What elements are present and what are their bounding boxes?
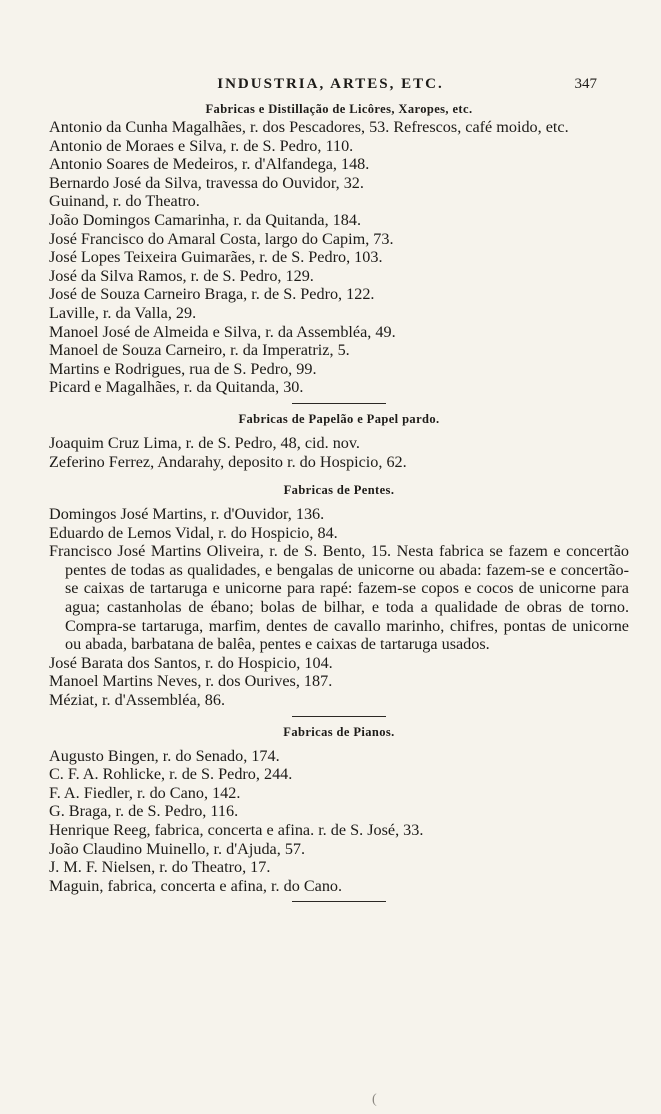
list-entry: Laville, r. da Valla, 29. [49,303,197,322]
section-licores [49,100,629,397]
list-entry: Manoel Martins Neves, r. dos Ourives, 187. [49,672,333,691]
list-entry: Henrique Reeg, fabrica, concerta e afina. r. de S. José, 33. [49,821,424,839]
page-number: 347 [574,76,597,92]
list-entry: Guinand, r. do Theatro. [49,192,200,211]
list-entry: Antonio Soares de Medeiros, r. d'Alfandega, 148. [49,155,370,174]
list-entry: F. A. Fiedler, r. do Cano, 142. [49,783,241,802]
section-papelao [49,410,629,471]
list-entry: Manoel de Souza Carneiro, r. da Imperatriz, 5. [49,341,350,360]
list-entry: Antonio de Moraes e Silva, r. de S. Pedro, 110. [49,136,354,155]
list-entry: Joaquim Cruz Lima, r. de S. Pedro, 48, cid. nov. [49,433,360,452]
list-entry: Zeferino Ferrez, Andarahy, deposito r. do Hospicio, 62. [49,452,407,471]
list-entry: Méziat, r. d'Assembléa, 86. [49,691,225,710]
list-entry: Domingos José Martins, r. d'Ouvidor, 136. [49,505,325,524]
running-title: INDUSTRIA, ARTES, ETC. [217,76,444,92]
list-entry: Manoel José de Almeida e Silva, r. da Assembléa, 49. [49,322,396,341]
list-entry: José Barata dos Santos, r. do Hospicio, 104. [49,653,333,672]
list-entry: Eduardo de Lemos Vidal, r. do Hospicio, 84. [49,523,338,542]
list-entry: Francisco José Martins Oliveira, r. de S. Bento, 15. Nesta fabrica se fazem e concertão pentes de todas as qualidades, e bengalas de unicorne ou abada: fazem-se e concertão-se caixas de tartaruga e unicorne para rapé: fazem-se copos e cocos de unicorne para agua; castanholas de ébano; bolas de bilhar, e toda a qualidade de obras de torno. Compra-se tartaruga, marfim, dentes de cavallo marinho, chifres, pontas de unicorne ou abada, barbatana de balêa, pentes e caixas de tartaruga usados. [49,542,629,654]
list-entry: José Francisco do Amaral Costa, largo do Capim, 73. [49,229,394,248]
list-entry: Bernardo José da Silva, travessa do Ouvidor, 32. [49,173,364,192]
section-pentes [49,481,629,710]
list-entry: Maguin, fabrica, concerta e afina, r. do Cano. [49,876,343,895]
section-heading: Fabricas de Pianos. [283,724,395,739]
list-entry: João Claudino Muinello, r. d'Ajuda, 57. [49,839,306,858]
list-entry: Augusto Bingen, r. do Senado, 174. [49,746,280,765]
section-heading: Fabricas de Pentes. [283,483,395,498]
section-heading: Fabricas e Distillação de Licôres, Xaropes, etc. [205,102,473,116]
list-entry: Picard e Magalhães, r. da Quitanda, 30. [49,378,304,397]
list-entry: Martins e Rodrigues, rua de S. Pedro, 99. [49,359,317,378]
list-entry: J. M. F. Nielsen, r. do Theatro, 17. [49,858,271,877]
list-entry: José Lopes Teixeira Guimarães, r. de S. Pedro, 103. [49,248,383,267]
list-entry: G. Braga, r. de S. Pedro, 116. [49,802,239,821]
section-divider [292,901,386,902]
list-entry: C. F. A. Rohlicke, r. de S. Pedro, 244. [49,765,293,784]
list-entry: José da Silva Ramos, r. de S. Pedro, 129. [49,266,314,285]
list-entry: Antonio da Cunha Magalhães, r. dos Pescadores, 53. Refrescos, café moido, etc. [49,118,569,136]
list-entry: João Domingos Camarinha, r. da Quitanda, 184. [49,210,362,229]
list-entry: José de Souza Carneiro Braga, r. de S. Pedro, 122. [49,285,375,304]
directory-text [49,100,629,902]
footer-mark: ( [372,1092,377,1107]
running-head [0,73,661,95]
section-heading: Fabricas de Papelão e Papel pardo. [238,411,440,426]
section-pianos [49,723,629,896]
